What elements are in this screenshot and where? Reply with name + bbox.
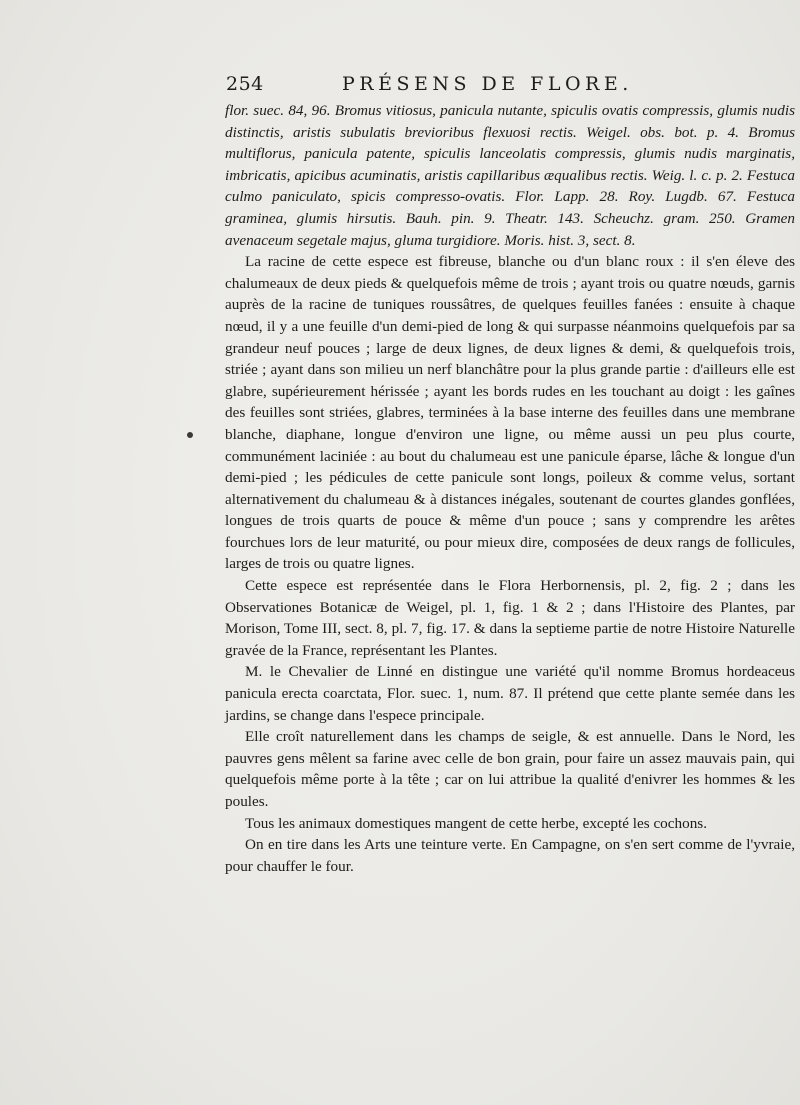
page-body [225, 100, 795, 877]
running-title: PRÉSENS DE FLORE. [342, 73, 633, 95]
synonymy-paragraph: flor. suec. 84, 96. Bromus vitiosus, panicula nutante, spiculis ovatis compressis, glumis nudis distinctis, aristis subulatis brevioribus flexuosi rectis. Weigel. obs. bot. p. 4. Bromus multiflorus, panicula patente, spiculis lanceolatis compressis, glumis nudis marginatis, imbricatis, apicibus acuminatis, aristis capillaribus æqualibus rectis. Weig. l. c. p. 2. Festuca culmo paniculato, spicis compresso-ovatis. Flor. Lapp. 28. Roy. Lugdb. 67. Festuca graminea, glumis hirsutis. Bauh. pin. 9. Theatr. 143. Scheuchz. gram. 250. Gramen avenaceum segetale majus, gluma turgidiore. Moris. hist. 3, sect. 8. [225, 102, 795, 249]
uses-paragraph: On en tire dans les Arts une teinture verte. En Campagne, on s'en sert comme de l'yvraie, pour chauffer le four. [225, 836, 795, 875]
animals-paragraph: Tous les animaux domestiques mangent de cette herbe, excepté les cochons. [245, 814, 708, 832]
margin-dot [187, 432, 193, 438]
description-paragraph: La racine de cette espece est fibreuse, blanche ou d'un blanc roux : il s'en éleve des chalumeaux de deux pieds & quelquefois même de trois ; ayant trois ou quatre nœuds, garnis auprès de la racine de tuniques roussâtres, de quelques feuilles fanées : ensuite à chaque nœud, il y a une feuille d'un demi-pied de long & qui surpasse néanmoins quelquefois par sa grandeur neuf pouces ; large de deux lignes, de deux lignes & demi, & quelquefois trois, striée ; ayant dans son milieu un nerf blanchâtre pour la plus grande partie : d'ailleurs elle est glabre, supérieurement hérissée ; ayant les bords rudes en les touchant au doigt : les gaînes des feuilles sont striées, glabres, terminées à la base interne des feuilles dans une membrane blanche, diaphane, longue d'environ une ligne, ou même aussi un peu plus courte, communément laciniée : au bout du chalumeau est une panicule éparse, lâche & longue d'un demi-pied ; les pédicules de cette panicule sont longs, poileux & comme velus, sortant alternativement du chalumeau & à distances inégales, soutenant de courtes glandes gonflées, longues de trois quarts de pouce & même d'un pouce ; sans y comprendre les arêtes fourchues lors de leur maturité, ou pour mieux dire, composées de deux rangs de follicules, larges de trois ou quatre lignes. [225, 253, 795, 573]
illustrations-paragraph: Cette espece est représentée dans le Flora Herbornensis, pl. 2, fig. 2 ; dans les Observationes Botanicæ de Weigel, pl. 1, fig. 1 & 2 ; dans l'Histoire des Plantes, par Morison, Tome III, sect. 8, pl. 7, fig. 17. & dans la septieme partie de notre Histoire Naturelle gravée de la France, représentant les Plantes. [225, 577, 795, 659]
page-number: 254 [226, 73, 264, 95]
variety-paragraph: M. le Chevalier de Linné en distingue une variété qu'il nomme Bromus hordeaceus panicula erecta coarctata, Flor. suec. 1, num. 87. Il prétend que cette plante semée dans les jardins, se change dans l'espece principale. [225, 663, 795, 724]
page-header [226, 73, 656, 99]
habitat-paragraph: Elle croît naturellement dans les champs de seigle, & est annuelle. Dans le Nord, les pauvres gens mêlent sa farine avec celle de bon grain, pour faire un assez mauvais pain, qui quelquefois même porte à la tête ; car on lui attribue la qualité d'enivrer les hommes & les poules. [225, 728, 795, 810]
